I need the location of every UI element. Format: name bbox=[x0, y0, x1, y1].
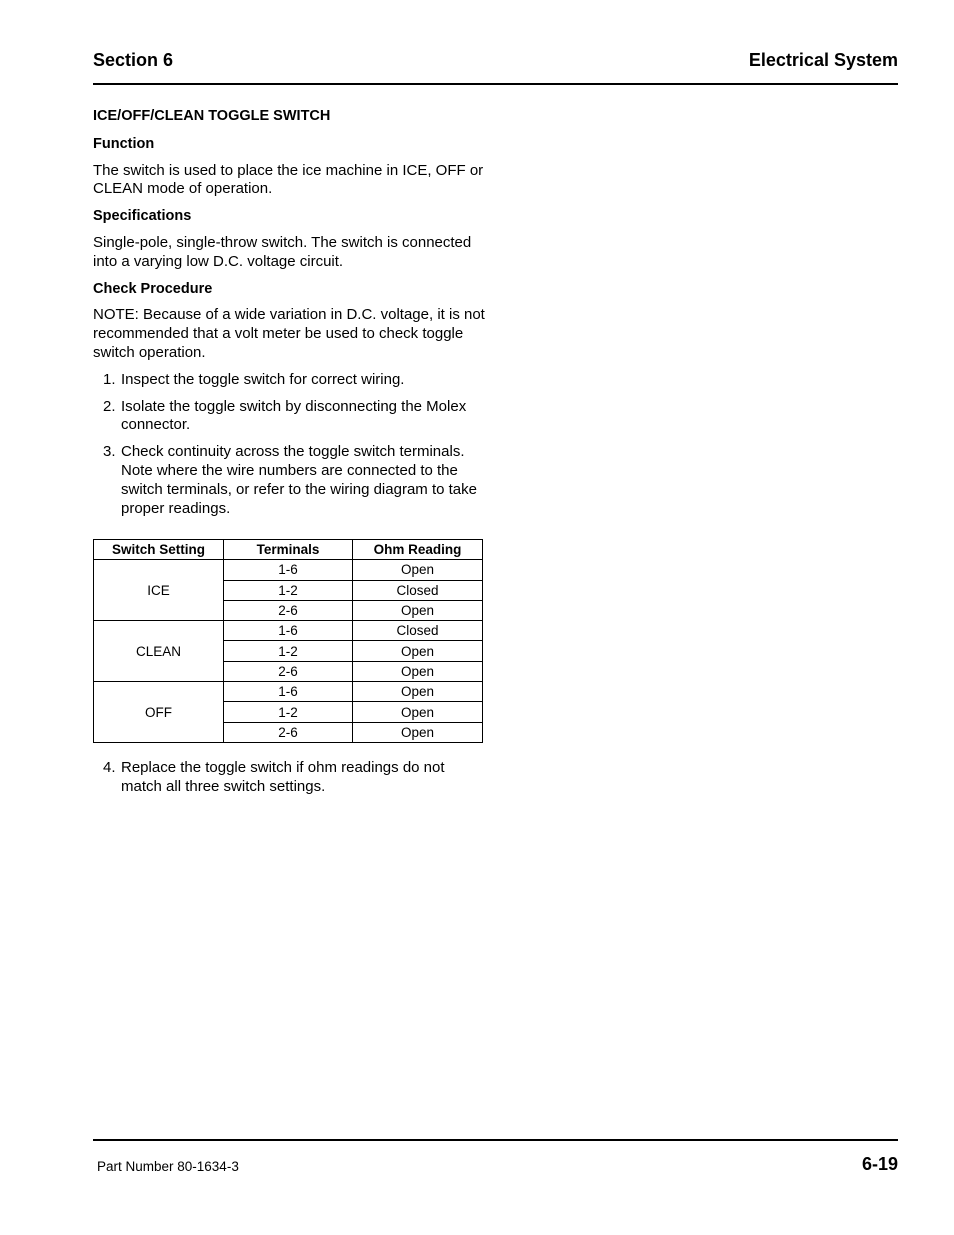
table-row bbox=[94, 560, 483, 580]
terminals-cell: 2-6 bbox=[224, 600, 353, 620]
reading-cell: Open bbox=[353, 702, 483, 722]
list-item bbox=[93, 398, 485, 436]
switch-setting-cell: ICE bbox=[94, 560, 224, 621]
list-item bbox=[93, 759, 485, 797]
step-number: 4. bbox=[103, 759, 116, 776]
terminals-cell: 1-2 bbox=[224, 580, 353, 600]
function-text: The switch is used to place the ice machine in ICE, OFF or CLEAN mode of operation. bbox=[93, 161, 484, 198]
list-item bbox=[93, 443, 485, 518]
page-footer bbox=[93, 1139, 898, 1181]
column-header: Switch Setting bbox=[94, 540, 224, 560]
reading-cell: Open bbox=[353, 560, 483, 580]
function-heading: Function bbox=[93, 135, 155, 152]
chapter-title: Electrical System bbox=[748, 50, 898, 70]
terminals-cell: 2-6 bbox=[224, 722, 353, 742]
step-text: Replace the toggle switch if ohm readings do not match all three switch settings. bbox=[121, 759, 445, 795]
main-content bbox=[93, 107, 485, 526]
terminals-cell: 1-2 bbox=[224, 641, 353, 661]
part-number: Part Number 80-1634-3 bbox=[97, 1159, 239, 1174]
terminals-cell: 1-2 bbox=[224, 702, 353, 722]
page-header bbox=[93, 50, 898, 85]
reading-cell: Open bbox=[353, 600, 483, 620]
table-row bbox=[94, 682, 483, 702]
specifications-text: Single-pole, single-throw switch. The switch is connected into a varying low D.C. voltage circuit. bbox=[93, 233, 472, 270]
step-number: 2. bbox=[103, 397, 116, 415]
table-header-row bbox=[94, 540, 483, 560]
step-text: Isolate the toggle switch by disconnecting the Molex connector. bbox=[121, 397, 467, 434]
column-header: Ohm Reading bbox=[353, 540, 483, 560]
step-number: 1. bbox=[103, 370, 116, 388]
list-item bbox=[93, 371, 485, 390]
reading-cell: Open bbox=[353, 722, 483, 742]
check-procedure-heading: Check Procedure bbox=[93, 280, 213, 297]
section-label: Section 6 bbox=[93, 50, 174, 70]
switch-setting-cell: CLEAN bbox=[94, 621, 224, 682]
terminals-cell: 1-6 bbox=[224, 560, 353, 580]
reading-cell: Open bbox=[353, 641, 483, 661]
reading-cell: Closed bbox=[353, 621, 483, 641]
reading-cell: Open bbox=[353, 661, 483, 681]
switch-setting-cell: OFF bbox=[94, 682, 224, 743]
reading-cell: Open bbox=[353, 682, 483, 702]
final-step bbox=[93, 759, 485, 797]
reading-cell: Closed bbox=[353, 580, 483, 600]
terminals-cell: 2-6 bbox=[224, 661, 353, 681]
terminals-cell: 1-6 bbox=[224, 621, 353, 641]
step-text: Inspect the toggle switch for correct wiring. bbox=[121, 370, 405, 388]
table-row bbox=[94, 621, 483, 641]
ohm-readings-table bbox=[93, 539, 483, 743]
page-title: ICE/OFF/CLEAN TOGGLE SWITCH bbox=[93, 108, 331, 124]
page-number: 6-19 bbox=[861, 1154, 898, 1174]
step-text: Check continuity across the toggle switch terminals. Note where the wire numbers are connected to the switch terminals, or refer to the wiring diagram to take proper readings. bbox=[121, 443, 477, 517]
procedure-steps bbox=[93, 371, 485, 519]
step-number: 3. bbox=[103, 443, 116, 461]
note-text: NOTE: Because of a wide variation in D.C. voltage, it is not recommended that a volt meter be used to check toggle switch operation. bbox=[93, 306, 485, 361]
terminals-cell: 1-6 bbox=[224, 682, 353, 702]
column-header: Terminals bbox=[224, 540, 353, 560]
specifications-heading: Specifications bbox=[93, 208, 192, 225]
